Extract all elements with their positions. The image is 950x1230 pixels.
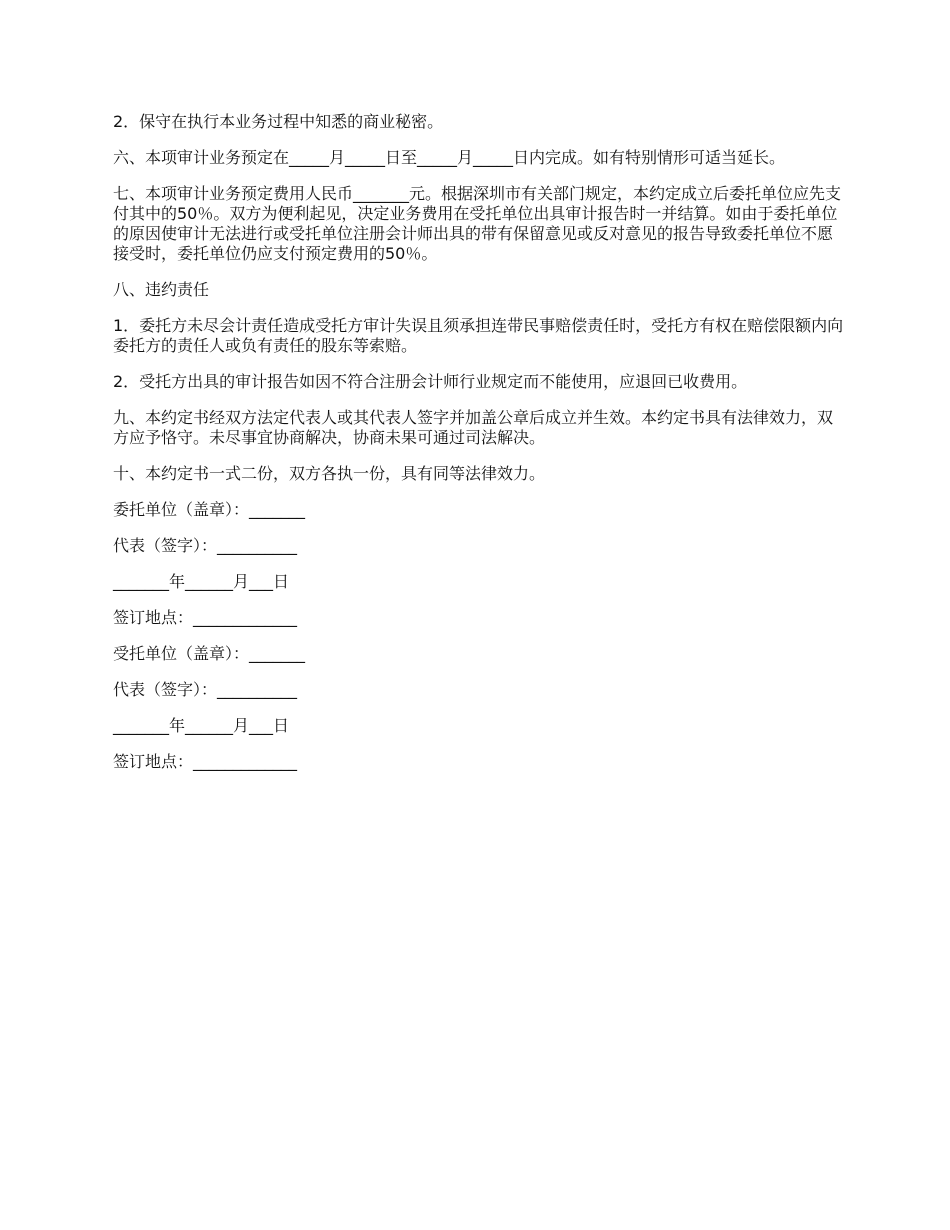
clause-8-item-1: 1．委托方未尽会计责任造成受托方审计失误且须承担连带民事赔偿责任时，受托方有权在赔偿限额内向委托方的责任人或负有责任的股东等索赔。 [113,316,844,355]
client-representative-line: 代表（签字）：__________ [113,536,298,555]
clause-8-item-2: 2．受托方出具的审计报告如因不符合注册会计师行业规定而不能使用，应退回已收费用。 [113,372,748,391]
clause-2-confidentiality: 2．保守在执行本业务过程中知悉的商业秘密。 [113,112,444,131]
clause-9-effect: 九、本约定书经双方法定代表人或其代表人签字并加盖公章后成立并生效。本约定书具有法律效力，双方应予恪守。未尽事宜协商解决，协商未果可通过司法解决。 [113,408,834,447]
clause-8-heading: 八、违约责任 [113,280,210,299]
client-seal-line: 委托单位（盖章）：_______ [113,500,306,519]
contractor-signing-place-line: 签订地点：_____________ [113,752,298,771]
contractor-representative-line: 代表（签字）：__________ [113,680,298,699]
clause-10-copies: 十、本约定书一式二份，双方各执一份，具有同等法律效力。 [113,464,546,483]
contractor-seal-line: 受托单位（盖章）：_______ [113,644,306,663]
client-date-line: _______年______月___日 [113,572,290,591]
clause-7-fees: 七、本项审计业务预定费用人民币_______元。根据深圳市有关部门规定，本约定成立后委托单位应先支付其中的50％。双方为便利起见，决定业务费用在受托单位出具审计报告时一并结算。如由于委托单位的原因使审计无法进行或受托单位注册会计师出具的带有保留意见或反对意见的报告导致委托单位不愿接受时，委托单位仍应支付预定费用的50％。 [113,184,842,263]
clause-6-schedule: 六、本项审计业务预定在_____月_____日至_____月_____日内完成。如有特别情形可适当延长。 [113,148,786,167]
client-signing-place-line: 签订地点：_____________ [113,608,298,627]
document-page [113,112,848,788]
contractor-date-line: _______年______月___日 [113,716,290,735]
